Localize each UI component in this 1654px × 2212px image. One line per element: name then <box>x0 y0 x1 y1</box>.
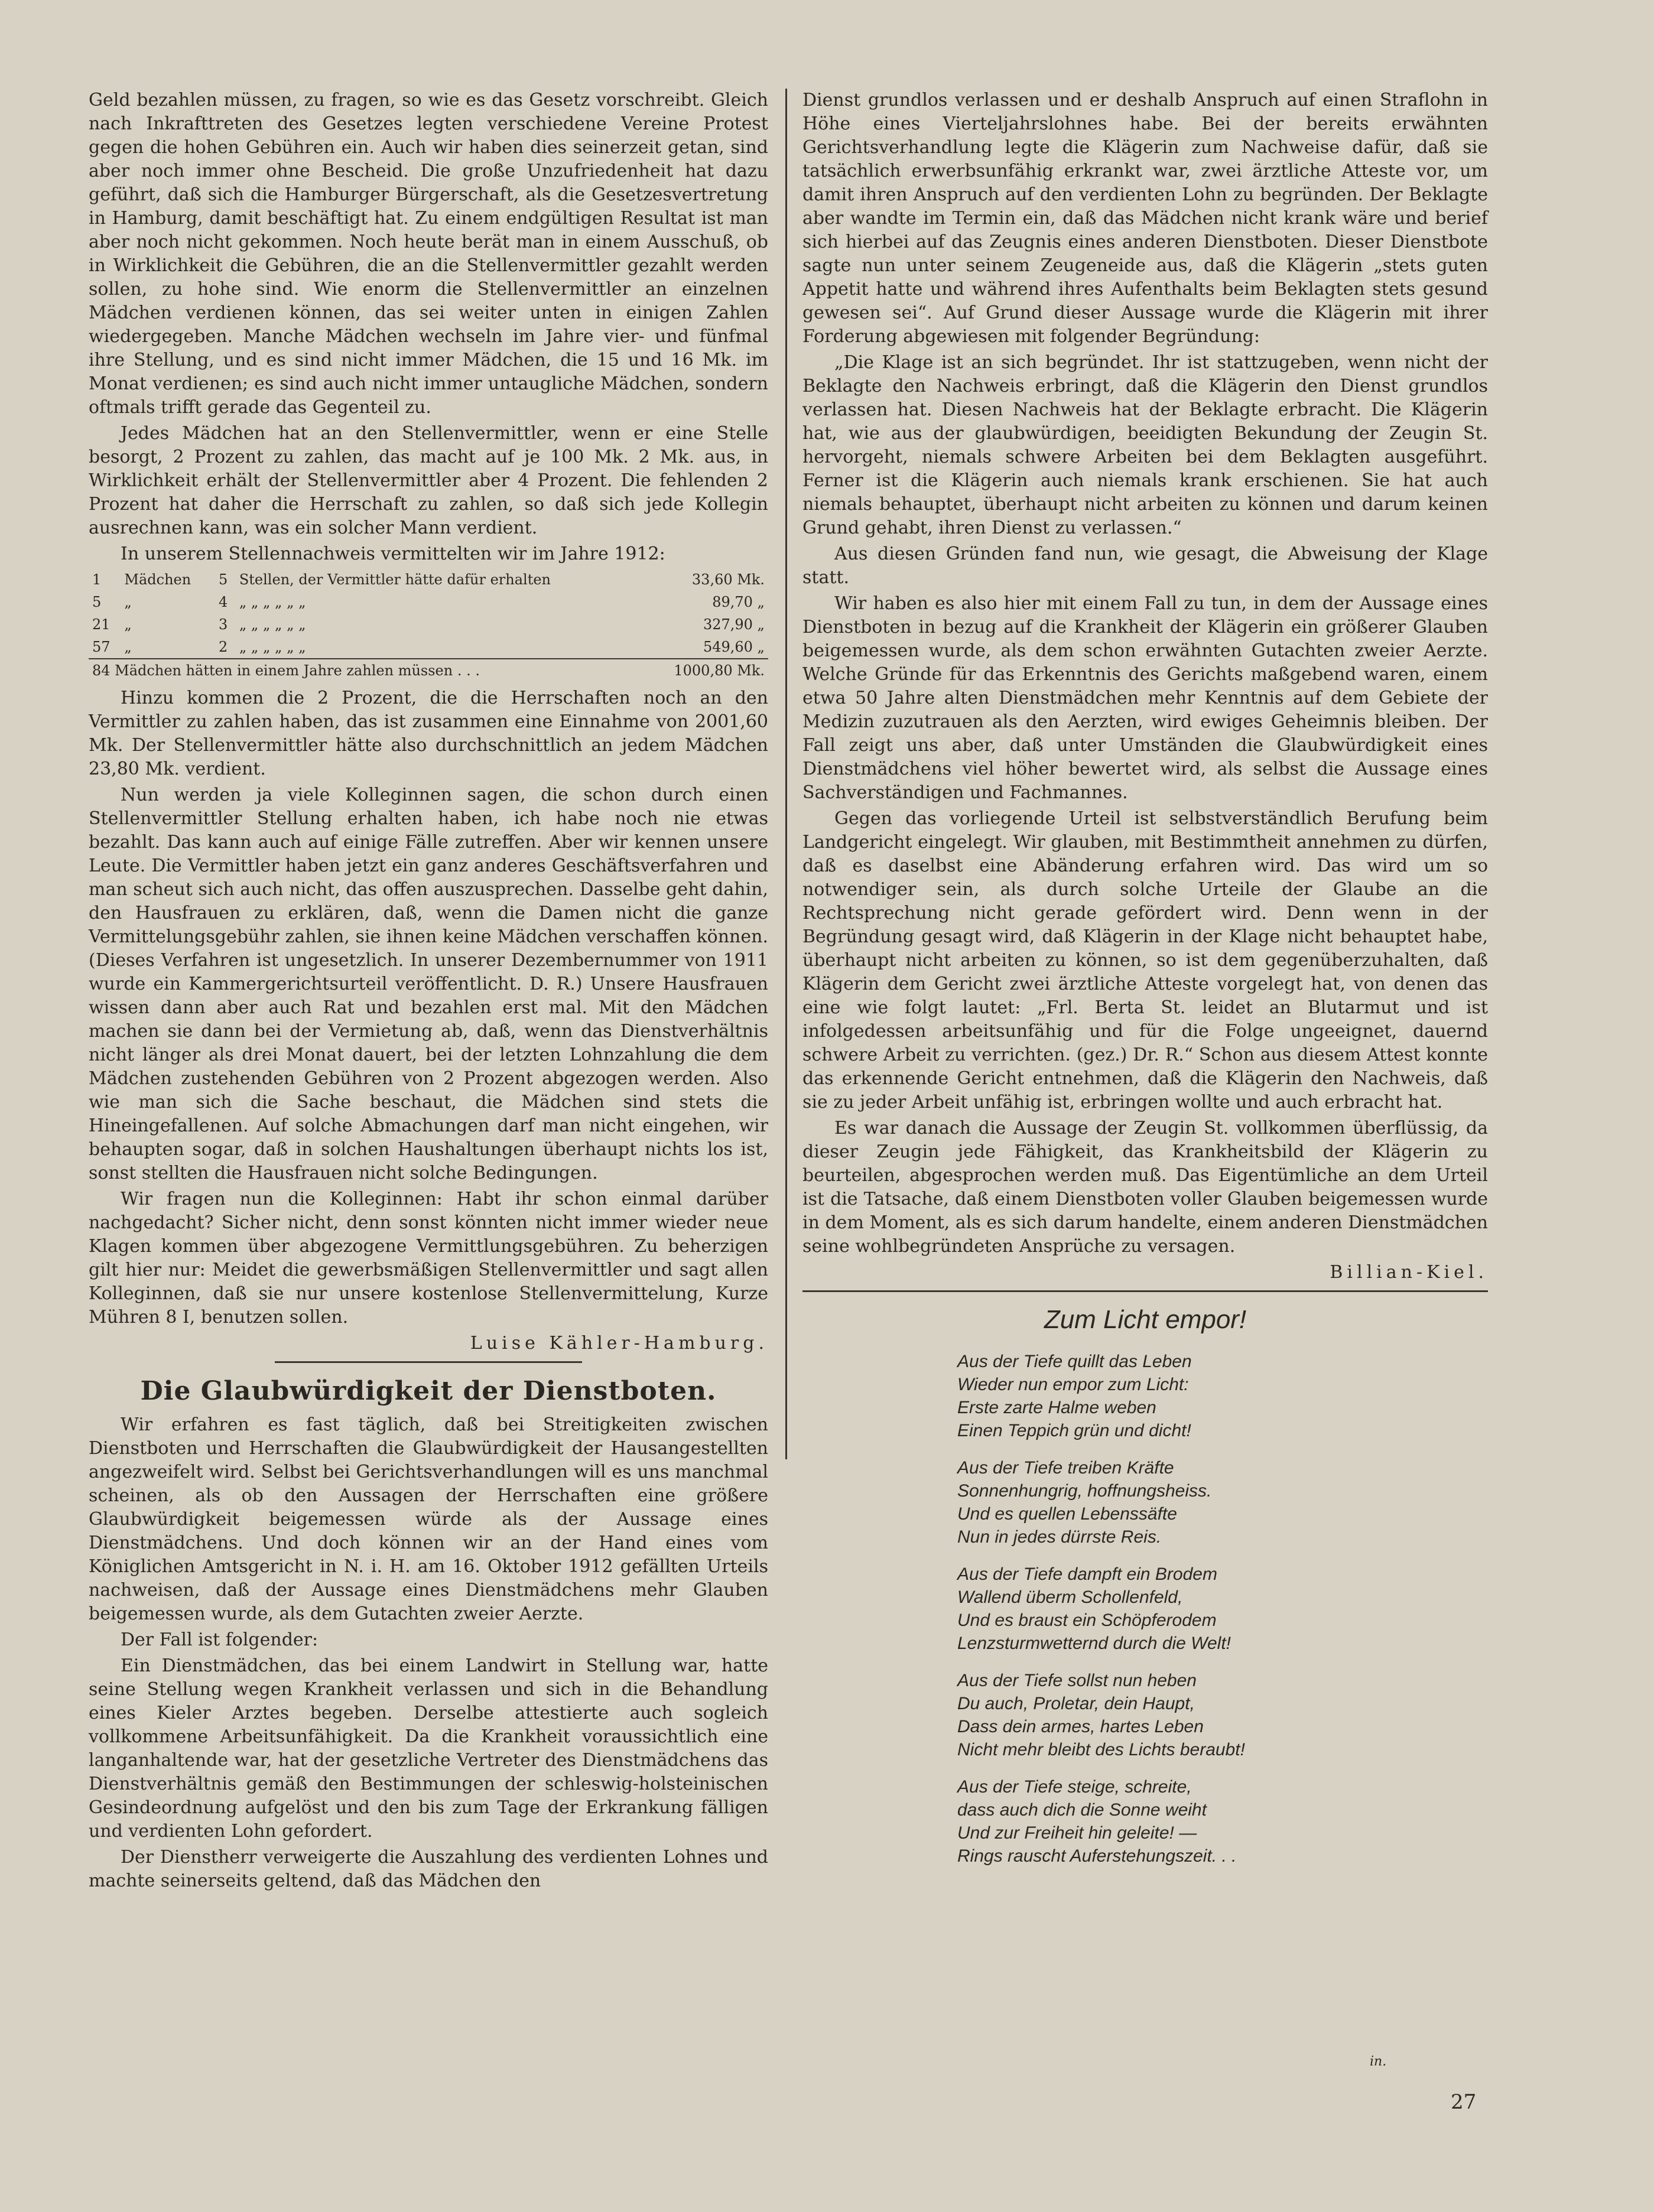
body-paragraph: „Die Klage ist an sich begründet. Ihr ist stattzugeben, wenn nicht der Beklagte den Nachweis erbringt, daß die Klägerin den Dienst grundlos verlassen hat. Diesen Nachweis hat der Beklagte erbracht. Die Klägerin hat, wie aus der glaubwürdigen, beeidigten Bekundung der Zeugin St. hervorgeht, niemals schwere Arbeiten bei dem Beklagten ausgeführt. Ferner ist die Klägerin auch niemals krank erschienen. Sie hat auch niemals behauptet, überhaupt nicht arbeiten zu können und darum keinen Grund gehabt, ihren Dienst zu verlassen.“ <box>802 352 1488 538</box>
table-cell: 2 <box>218 639 228 655</box>
poem-stanza <box>957 1456 1406 1549</box>
table-row <box>89 568 768 591</box>
body-paragraph: Ein Dienstmädchen, das bei einem Landwirt in Stellung war, hatte seine Stellung wegen Krankheit verlassen und sich in die Behandlung eines Kieler Arztes begeben. Derselbe attestierte auch sogleich vollkommene Arbeitsunfähigkeit. Da die Krankheit voraussichtlich eine langanhaltende war, hat der gesetzliche Vertreter des Dienstmädchens das Dienstverhältnis gemäß den Bestimmungen der schleswig-holsteinischen Gesindeordnung aufgelöst und den bis zum Tage der Erkrankung fälligen und verdienten Lohn gefordert. <box>89 1655 768 1842</box>
table-cell: „ „ „ „ „ „ <box>239 594 306 610</box>
poem-line: Und es quellen Lebenssäfte <box>957 1504 1177 1524</box>
body-paragraph: Geld bezahlen müssen, zu fragen, so wie es das Gesetz vorschreibt. Gleich nach Inkrafttreten des Gesetzes legten verschiedene Vereine Protest gegen die hohen Gebühren ein. Auch wir haben dies seinerzeit getan, sind aber noch immer ohne Bescheid. Die große Unzufriedenheit hat dazu geführt, daß sich die Hamburger Bürgerschaft, als die Gesetzesvertretung in Hamburg, damit beschäftigt hat. Zu einem endgültigen Resultat ist man aber noch nicht gekommen. Noch heute berät man in einem Ausschuß, ob in Wirklichkeit die Gebühren, die an die Stellenvermittler gezahlt werden sollen, zu hohe sind. Wie enorm die Stellenvermittler an einzelnen Mädchen verdienen können, das sei weiter unten in einigen Zahlen wiedergegeben. Manche Mädchen wechseln im Jahre vier- und fünfmal ihre Stellung, und es sind nicht immer Mädchen, die 15 und 16 Mk. im Monat verdienen; es sind auch nicht immer untaugliche Mädchen, sondern oftmals trifft gerade das Gegenteil zu. <box>89 90 768 418</box>
table-cell: 5 <box>92 594 102 610</box>
poem-line: Nicht mehr bleibt des Lichts beraubt! <box>957 1740 1245 1759</box>
body-paragraph: Wir haben es also hier mit einem Fall zu tun, in dem der Aussage eines Dienstboten in bezug auf die Krankheit der Klägerin ein größerer Glauben beigemessen wurde, als dem schon erwähnten Gutachten zweier Aerzte. Welche Gründe für das Erkenntnis des Gerichts maßgebend waren, einem etwa 50 Jahre alten Dienstmädchen mehr Kenntnis auf dem Gebiete der Medizin zuzutrauen als den Aerzten, wird ewiges Geheimnis bleiben. Der Fall zeigt uns aber, daß unter Umständen die Glaubwürdigkeit eines Dienstmädchens viel höher bewertet wird, als selbst die Aussage eines Sachverständigen und Fachmannes. <box>802 593 1488 803</box>
poem-line: Einen Teppich grün und dicht! <box>957 1421 1191 1440</box>
poem-stanza <box>957 1775 1406 1868</box>
poem-title: Zum Licht empor! <box>1044 1305 1247 1334</box>
poem-line: dass auch dich die Sonne weiht <box>957 1800 1207 1820</box>
poem-line: Dass dein armes, hartes Leben <box>957 1717 1204 1736</box>
table-cell-amount: 549,60 „ <box>703 639 765 655</box>
body-paragraph: Wir erfahren es fast täglich, daß bei Streitigkeiten zwischen Dienstboten und Herrschaften die Glaubwürdigkeit der Hausangestellten angezweifelt wird. Selbst bei Gerichtsverhandlungen will es uns manchmal scheinen, als ob den Aussagen der Herrschaften eine größere Glaubwürdigkeit beigemessen würde als der Aussage eines Dienstmädchens. Und doch können wir an der Hand eines vom Königlichen Amtsgericht in N. i. H. am 16. Oktober 1912 gefällten Urteils nachweisen, daß der Aussage eines Dienstmädchens mehr Glauben beigemessen wurde, als dem Gutachten zweier Aerzte. <box>89 1414 768 1624</box>
body-paragraph: Der Fall ist folgender: <box>121 1629 319 1650</box>
body-paragraph: Jedes Mädchen hat an den Stellenvermittler, wenn er eine Stelle besorgt, 2 Prozent zu zahlen, das macht auf je 100 Mk. 2 Mk. aus, in Wirklichkeit erhält der Stellenvermittler aber 4 Prozent. Die fehlenden 2 Prozent hat daher die Herrschaft zu zahlen, so daß sich jede Kollegin ausrechnen kann, was ein solcher Mann verdient. <box>89 423 768 538</box>
column-divider <box>785 89 787 1459</box>
poem-line: Wallend überm Schollenfeld, <box>957 1588 1183 1607</box>
table-cell: „ <box>124 616 132 633</box>
poem-line: Lenzsturmwetternd durch die Welt! <box>957 1634 1231 1653</box>
table-cell: 3 <box>218 616 228 633</box>
right-column <box>802 89 1488 1882</box>
body-paragraph: Aus diesen Gründen fand nun, wie gesagt, die Abweisung der Klage statt. <box>802 544 1488 588</box>
poem-line: Aus der Tiefe sollst nun heben <box>957 1671 1197 1690</box>
author-signature-text: Billian-Kiel. <box>1330 1262 1488 1283</box>
poem-line: Erste zarte Halme weben <box>957 1398 1156 1417</box>
body-paragraph: Gegen das vorliegende Urteil ist selbstverständlich Berufung beim Landgericht eingelegt. Wir glauben, mit Bestimmtheit annehmen zu dürfen, daß es daselbst eine Abänderung erfahren wird. Das wird um so notwendiger sein, als durch solche Urteile der Glaube an die Rechtsprechung nicht gerade gefördert wird. Denn wenn in der Begründung gesagt wird, daß Klägerin in der Klage nicht behauptet habe, überhaupt nicht arbeiten zu können, so ist dem gegenüberzuhalten, daß Klägerin dem Gericht zwei ärztliche Atteste vorgelegt hat, von denen das eine wie folgt lautet: „Frl. Berta St. leidet an Blutarmut und ist infolgedessen arbeitsunfähig und für die Folge ungeeignet, dauernd schwere Arbeit zu verrichten. (gez.) Dr. R.“ Schon aus diesem Attest konnte das erkennende Gericht entnehmen, daß die Klägerin den Nachweis, daß sie zu jeder Arbeit unfähig ist, erbringen wollte und auch erbracht hat. <box>802 808 1488 1112</box>
table-cell-amount: 89,70 „ <box>712 594 765 610</box>
table-cell: „ <box>124 639 132 655</box>
poem-line: Aus der Tiefe steige, schreite, <box>957 1777 1192 1797</box>
table-total-row <box>89 659 768 682</box>
left-column <box>89 89 768 1895</box>
poem-line: Du auch, Proletar, dein Haupt, <box>957 1694 1195 1713</box>
table-cell: 1 <box>92 571 102 588</box>
table-cell: „ „ „ „ „ „ <box>239 616 306 633</box>
poem-stanza <box>957 1669 1406 1761</box>
poem <box>957 1350 1406 1868</box>
table-total-amount: 1000,80 Mk. <box>643 659 768 682</box>
table-cell: 4 <box>218 594 228 610</box>
table-cell: 5 <box>218 571 228 588</box>
table-cell-amount: 33,60 Mk. <box>691 571 765 588</box>
body-paragraph: In unserem Stellennachweis vermittelten wir im Jahre 1912: <box>121 544 665 564</box>
poem-line: Aus der Tiefe treiben Kräfte <box>957 1458 1174 1478</box>
poem-line: Rings rauscht Auferstehungszeit. . . <box>957 1846 1237 1866</box>
author-signature <box>89 1332 768 1355</box>
poem-stanza <box>957 1563 1406 1655</box>
table-row <box>89 636 768 659</box>
table-cell-amount: 327,90 „ <box>703 616 765 633</box>
table-cell: 21 <box>92 616 111 633</box>
poem-line: Nun in jedes dürrste Reis. <box>957 1527 1162 1547</box>
table-row <box>89 591 768 613</box>
body-paragraph: Nun werden ja viele Kolleginnen sagen, die schon durch einen Stellenvermittler Stellung erhalten haben, ich habe noch nie etwas bezahlt. Das kann auch auf einige Fälle zutreffen. Aber wir kennen unsere Leute. Die Vermittler haben jetzt ein ganz anderes Geschäftsverfahren und man scheut sich auch nicht, das offen auszusprechen. Dasselbe geht dahin, den Hausfrauen zu erklären, daß, wenn die Damen nicht die ganze Vermittelungsgebühr zahlen, sie ihnen keine Mädchen verschaffen können. (Dieses Verfahren ist ungesetzlich. In unserer Dezembernummer von 1911 wurde ein Kammergerichtsurteil veröffentlicht. D. R.) Unsere Hausfrauen wissen dann aber auch Rat und bezahlen erst mal. Mit den Mädchen machen sie dann bei der Vermietung ab, daß, wenn das Dienstverhältnis nicht länger als drei Monat dauert, bei der letzten Lohnzahlung die dem Mädchen zustehenden Gebühren von 2 Prozent abgezogen werden. Also wie man sich die Sache beschaut, die Mädchen sind stets die Hineingefallenen. Auf solche Abmachungen darf man nicht eingehen, wir behaupten sogar, daß in solchen Haushaltungen überhaupt nichts los ist, sonst stellten die Hausfrauen nicht solche Bedingungen. <box>89 785 768 1183</box>
table-cell: „ <box>124 594 132 610</box>
article-title: Die Glaubwürdigkeit der Dienstboten. <box>140 1376 717 1406</box>
table-row <box>89 613 768 636</box>
poem-line: Und es braust ein Schöpferodem <box>957 1611 1217 1630</box>
table-cell: „ „ „ „ „ „ <box>239 639 306 655</box>
section-divider <box>275 1361 582 1363</box>
poem-line: Sonnenhungrig, hoffnungsheiss. <box>957 1481 1212 1501</box>
poem-signature: in. <box>1370 2054 1387 2069</box>
author-signature <box>802 1261 1488 1284</box>
body-paragraph: Wir fragen nun die Kolleginnen: Habt ihr schon einmal darüber nachgedacht? Sicher nicht, denn sonst könnten nicht immer wieder neue Klagen kommen über abgezogene Vermittlungsgebühren. Zu beherzigen gilt hier nur: Meidet die gewerbsmäßigen Stellenvermittler und sagt allen Kolleginnen, daß sie nur unsere kostenlose Stellenvermittelung, Kurze Mühren 8 I, benutzen sollen. <box>89 1189 768 1328</box>
poem-stanza <box>957 1350 1406 1442</box>
poem-line: Wieder nun empor zum Licht: <box>957 1375 1189 1394</box>
author-signature-text: Luise Kähler-Hamburg. <box>470 1333 768 1354</box>
body-paragraph: Hinzu kommen die 2 Prozent, die die Herrschaften noch an den Vermittler zu zahlen haben, das ist zusammen eine Einnahme von 2001,60 Mk. Der Stellenvermittler hätte also durchschnittlich an jedem Mädchen 23,80 Mk. verdient. <box>89 688 768 779</box>
poem-line: Aus der Tiefe dampft ein Brodem <box>957 1564 1217 1584</box>
body-paragraph: Dienst grundlos verlassen und er deshalb Anspruch auf einen Straflohn in Höhe eines Vierteljahrslohnes habe. Bei der bereits erwähnten Gerichtsverhandlung legte die Klägerin zum Nachweise dafür, daß sie tatsächlich erwerbsunfähig erkrankt war, zwei ärztliche Atteste vor, um damit ihren Anspruch auf den verdienten Lohn zu begründen. Der Beklagte aber wandte im Termin ein, daß das Mädchen nicht krank wäre und berief sich hierbei auf das Zeugnis eines anderen Dienstboten. Dieser Dienstbote sagte nun unter seinem Zeugeneide aus, daß die Klägerin „stets guten Appetit hatte und während ihres Aufenthalts beim Beklagten stets gesund gewesen sei“. Auf Grund dieser Aussage wurde die Klägerin mit ihrer Forderung abgewiesen mit folgender Begründung: <box>802 90 1488 347</box>
page-number: 27 <box>1451 2090 1477 2114</box>
table-cell: Mädchen <box>124 571 191 588</box>
poem-line: Aus der Tiefe quillt das Leben <box>957 1352 1192 1371</box>
table-cell: 57 <box>92 639 111 655</box>
poem-line: Und zur Freiheit hin geleite! — <box>957 1823 1197 1843</box>
table-total-label: 84 Mädchen hätten in einem Jahre zahlen müssen . . . <box>89 659 643 682</box>
table-cell: Stellen, der Vermittler hätte dafür erhalten <box>239 571 551 588</box>
body-paragraph: Es war danach die Aussage der Zeugin St. vollkommen überflüssig, da dieser Zeugin jede Fähigkeit, das Krankheitsbild der Klägerin zu beurteilen, abgesprochen werden muß. Das Eigentümliche an dem Urteil ist die Tatsache, daß einem Dienstboten voller Glauben beigemessen wurde in dem Moment, als es sich darum handelte, einem anderen Dienstmädchen seine wohlbegründeten Ansprüche zu versagen. <box>802 1118 1488 1257</box>
placement-statistics-table <box>89 568 768 682</box>
section-divider <box>802 1290 1488 1292</box>
body-paragraph: Der Dienstherr verweigerte die Auszahlung des verdienten Lohnes und machte seinerseits geltend, daß das Mädchen den <box>89 1847 768 1891</box>
